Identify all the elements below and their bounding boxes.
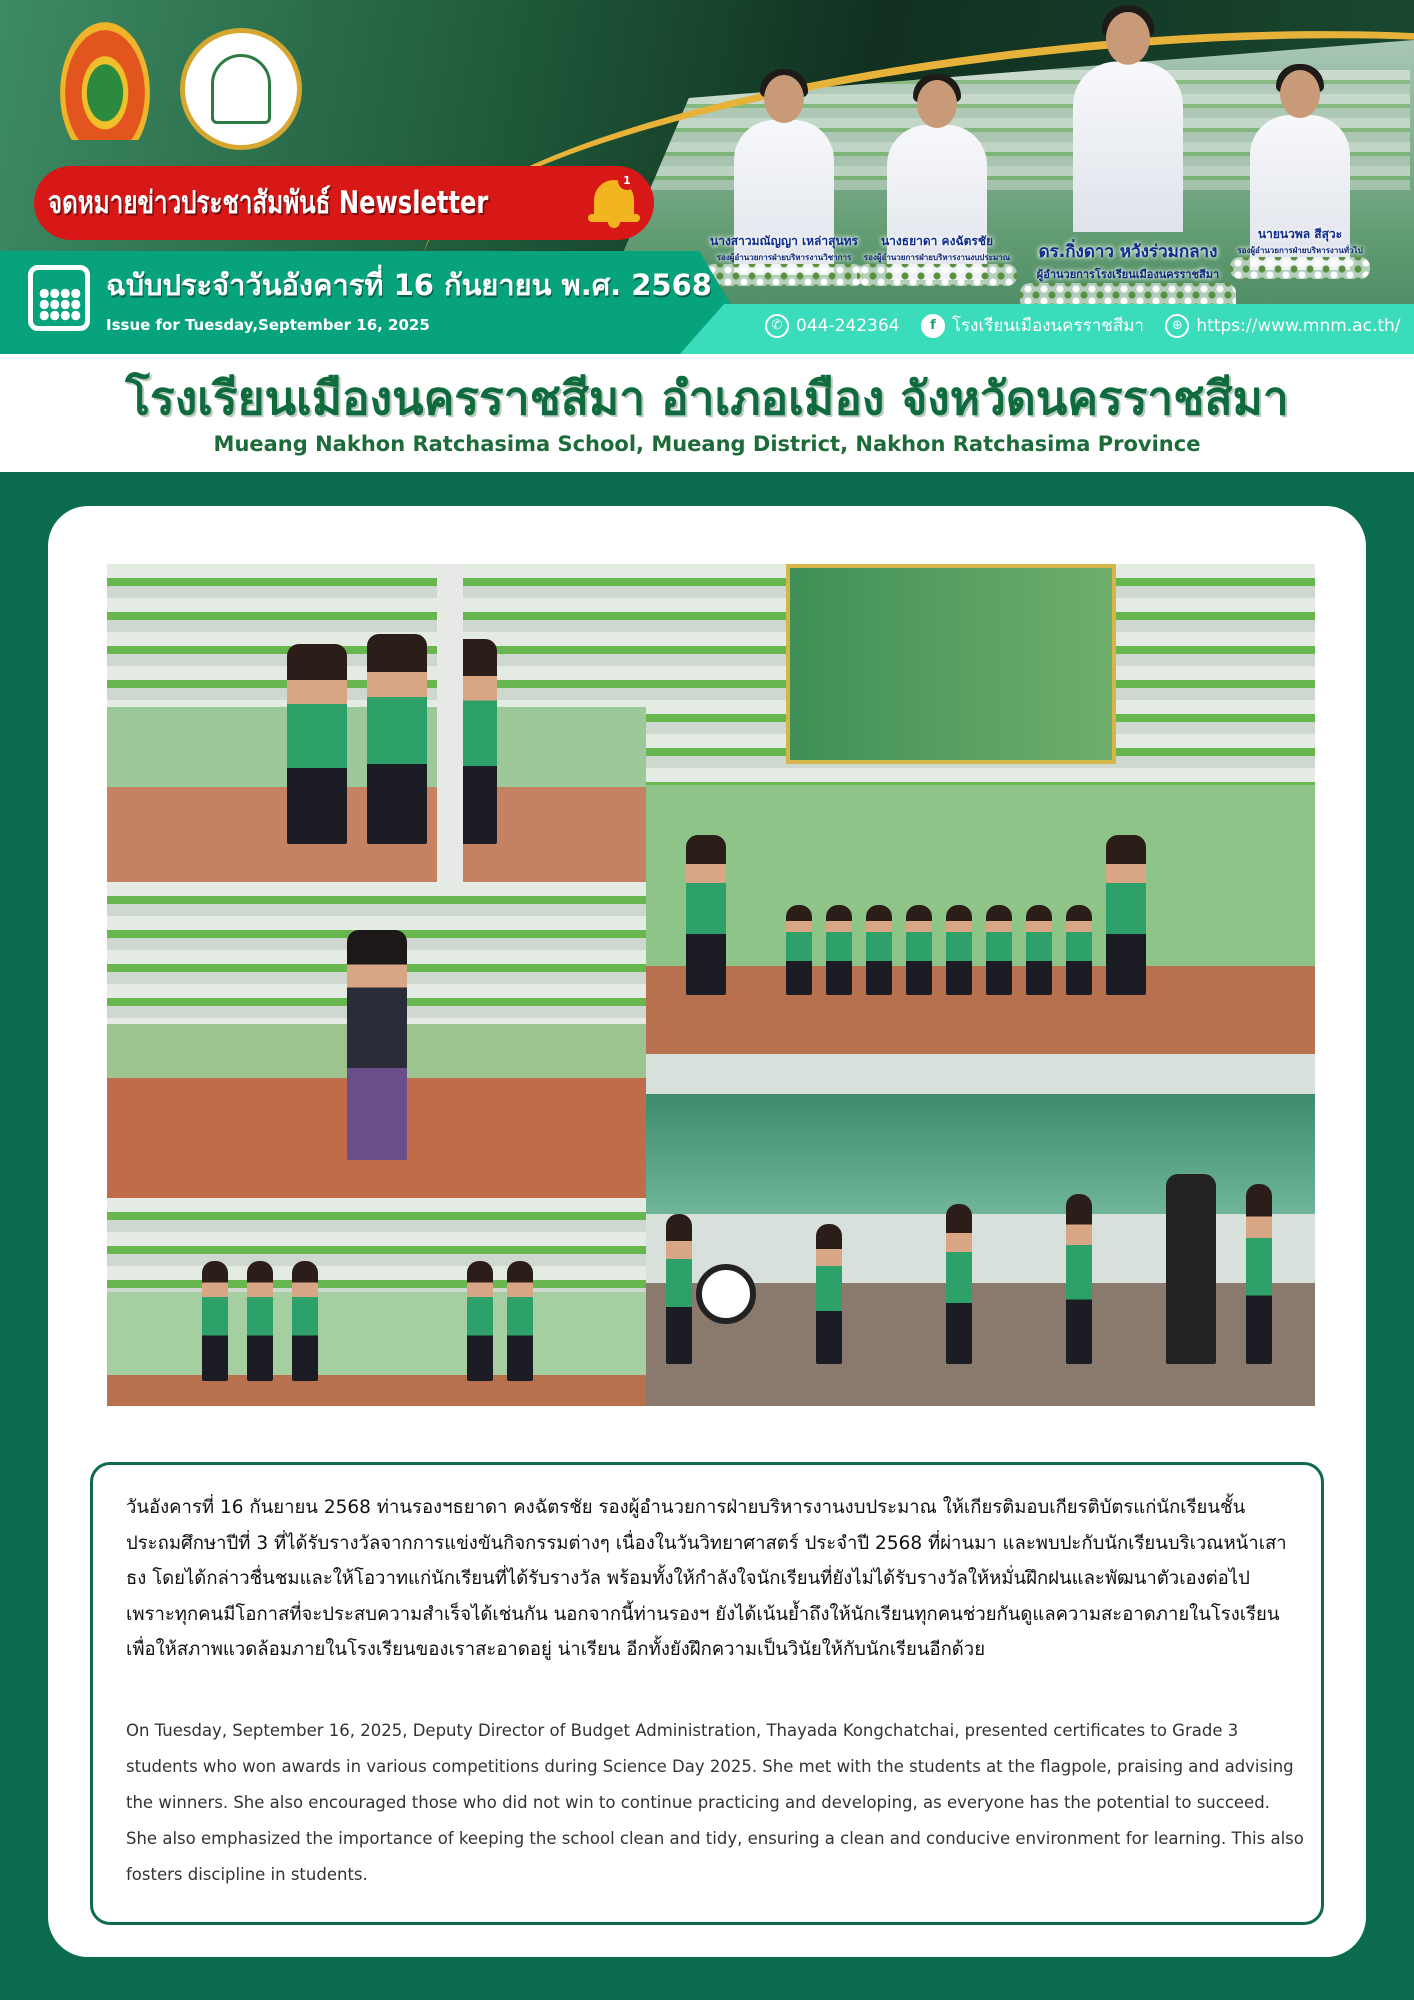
issue-date-thai: ฉบับประจำวันอังคารที่ 16 กันยายน พ.ศ. 2568 (106, 268, 712, 302)
executive-name: ดร.กิ่งดาว หวังร่วมกลาง (1038, 242, 1218, 262)
bell-icon (588, 172, 640, 228)
executive-name: นางธยาดา คงฉัตรชัย (880, 234, 994, 248)
executive-caption (857, 232, 1017, 286)
photo-students-speaking (107, 564, 646, 882)
executive-role: รองผู้อำนวยการฝ่ายบริหารงานวิชาการ (716, 253, 852, 262)
article-body-english: On Tuesday, September 16, 2025, Deputy Director of Budget Administration, Thayada Kongchatchai, presented certificates to Grade 3 students who won awards in various competitions during Science Day 2025. She met with the students at the flagpole, praising and advising the winners. She also encouraged those who did not win to continue practicing and developing, as everyone has the potential to succeed. She also emphasized the importance of keeping the school clean and tidy, ensuring a clean and conducive environment for learning. This also fosters discipline in students. (126, 1721, 1304, 1884)
facebook-icon: f (921, 314, 945, 338)
executive-role: รองผู้อำนวยการฝ่ายบริหารงานทั่วไป (1237, 246, 1363, 255)
calendar-icon (28, 265, 90, 331)
school-emblem-logo (180, 28, 302, 150)
globe-icon: ⊕ (1165, 314, 1189, 338)
school-title-english: Mueang Nakhon Ratchasima School, Mueang District, Nakhon Ratchasima Province (213, 432, 1201, 456)
executive-caption (704, 232, 864, 286)
photo-award-recipients (107, 1198, 646, 1406)
executive-name: นางสาวมณัญญา เหล่าสุนทร (710, 234, 858, 248)
contact-info (765, 312, 1414, 339)
phone-number[interactable]: 044-242364 (796, 315, 900, 336)
photo-deputy-speech (107, 882, 646, 1198)
article-body-thai: วันอังคารที่ 16 กันยายน 2568 ท่านรองฯธยาดา คงฉัตรชัย รองผู้อำนวยการฝ่ายบริหารงานงบประมาณ ให้เกียรติมอบเกียรติบัตรแก่นักเรียนชั้นประถมศึกษาปีที่ 3 ที่ได้รับรางวัลจากการแข่งขันกิจกรรมต่างๆ เนื่องในวันวิทยาศาสตร์ ประจำปี 2568 ที่ผ่านมา และพบปะกับนักเรียนบริเวณหน้าเสาธง โดยได้กล่าวชื่นชมและให้โอวาทแก่นักเรียนที่ได้รับรางวัล พร้อมทั้งให้กำลังใจนักเรียนที่ยังไม่ได้รับรางวัลให้หมั่นฝึกฝนและพัฒนาตัวเองต่อไป เพราะทุกคนมีโอกาสที่จะประสบความสำเร็จได้เช่นกัน นอกจากนี้ท่านรองฯ ยังได้เน้นย้ำถึงให้นักเรียนทุกคนช่วยกันดูแลความสะอาดภายในโรงเรียน เพื่อให้สภาพแวดล้อมภายในโรงเรียนของเราสะอาดอยู่ น่าเรียน อีกทั้งยังฝึกความเป็นวินัยให้กับนักเรียนอีกด้วย (126, 1497, 1287, 1660)
executive-role: ผู้อำนวยการโรงเรียนเมืองนครราชสีมา (1036, 268, 1220, 281)
phone-icon: ✆ (765, 314, 789, 338)
newsletter-title-banner (34, 166, 654, 240)
issue-date-english: Issue for Tuesday,September 16, 2025 (106, 316, 430, 334)
photo-marching-band (646, 1054, 1315, 1406)
newsletter-title: จดหมายข่าวประชาสัมพันธ์ Newsletter (48, 185, 489, 221)
director-portrait (1068, 12, 1189, 232)
director-caption (1020, 238, 1236, 313)
executive-role: รองผู้อำนวยการฝ่ายบริหารงานงบประมาณ (863, 253, 1011, 262)
executive-name: นายนวพล สีสุวะ (1257, 227, 1343, 241)
newsletter-header (0, 0, 1414, 354)
facebook-link[interactable]: โรงเรียนเมืองนครราชสีมา (951, 316, 1144, 336)
executive-caption (1230, 225, 1370, 279)
obec-emblem-logo (60, 22, 150, 140)
school-title-thai: โรงเรียนเมืองนครราชสีมา อำเภอเมือง จังหวัดนครราชสีมา (125, 371, 1289, 425)
notification-badge: 1 (618, 172, 636, 190)
photo-certificate-group (646, 564, 1315, 1054)
website-link[interactable]: https://www.mnm.ac.th/ (1196, 315, 1401, 336)
